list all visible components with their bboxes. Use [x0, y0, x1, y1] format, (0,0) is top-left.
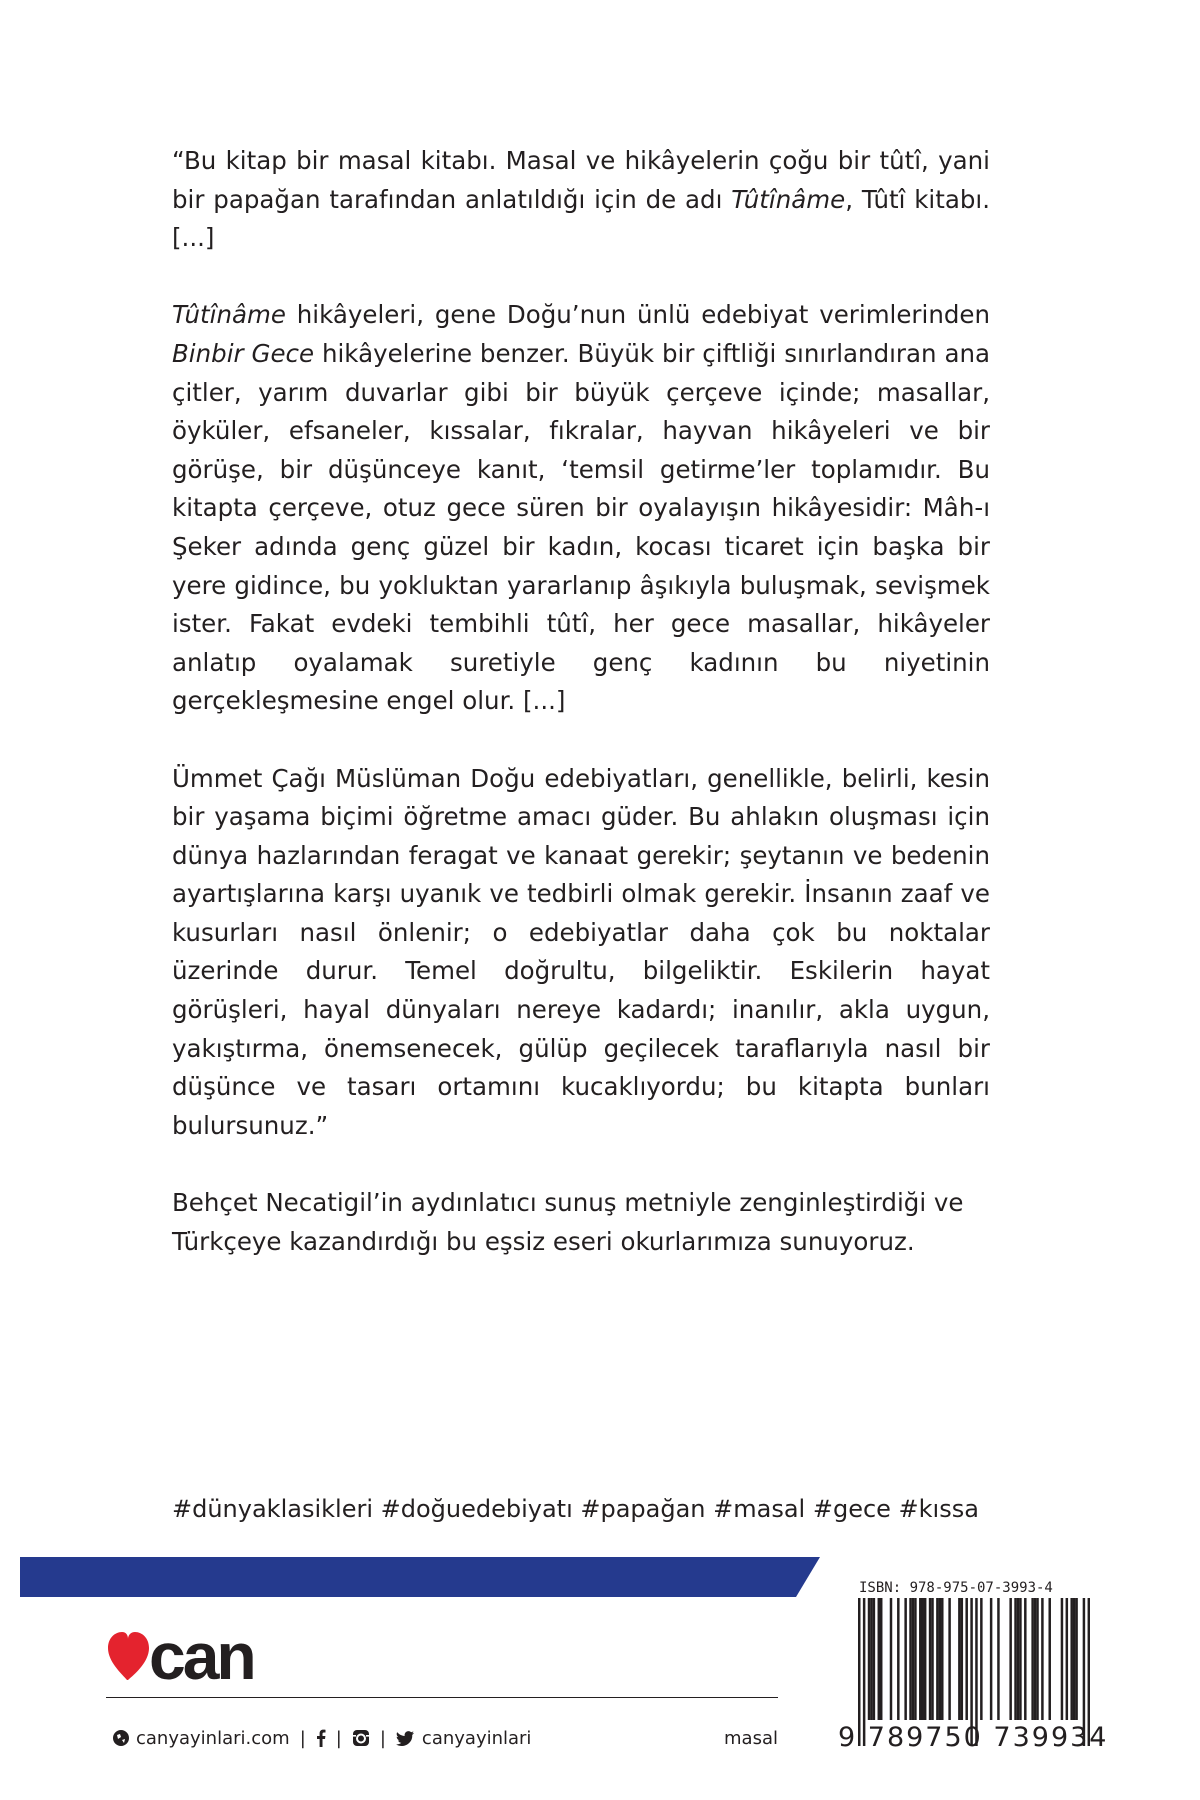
- barcode-bar: [1014, 1598, 1016, 1720]
- barcode-bar: [880, 1598, 882, 1720]
- website-link[interactable]: canyayinlari.com: [136, 1727, 290, 1749]
- footer-bar: [112, 1722, 778, 1754]
- genre-label: masal: [724, 1727, 778, 1749]
- italic-book-title: Tûtînâme: [172, 300, 286, 330]
- barcode-digits: 9 789750 739934: [838, 1722, 1109, 1753]
- barcode-bar: [1041, 1598, 1043, 1720]
- logo-wordmark: can: [149, 1628, 254, 1684]
- barcode-bar: [1073, 1598, 1075, 1720]
- barcode-bar: [1017, 1598, 1019, 1720]
- barcode-bar: [929, 1598, 931, 1720]
- text-run: hikâyelerine benzer. Büyük bir çiftliği sınırlandıran ana çitler, yarım duvarlar gibi bir büyük çerçeve içinde; masallar, öyküler, efsaneler, kıssalar, fıkralar, hayvan hikâyeleri ve bir görüşe, bir düşünceye kanıt, ‘temsil getirme’ler toplamıdır. Bu kitapta çerçeve, otuz gece süren bir oyalayışın hikâyesidir: Mâh-ı Şeker adında genç güzel bir kadın, kocası ticaret için başka bir yere gidince, bu yokluktan yararlanıp âşıkıyla buluşmak, sevişmek ister. Fakat evdeki tembihli tûtî, her gece masallar, hikâyeler anlatıp oyalamak suretiyle genç kadının bu niyetinin gerçekleşmesine engel olur. [...]: [172, 338, 990, 716]
- isbn-label: ISBN: 978-975-07-3993-4: [859, 1580, 1053, 1596]
- barcode-bar: [931, 1598, 933, 1720]
- barcode-bar: [1061, 1598, 1063, 1720]
- barcode-bar: [1024, 1598, 1026, 1720]
- barcode-bar: [1031, 1598, 1033, 1720]
- twitter-icon[interactable]: [396, 1731, 414, 1746]
- barcode-bar: [936, 1598, 938, 1720]
- text-run: Behçet Necatigil’in aydınlatıcı sunuş metniyle zenginleştirdiği ve Türkçeye kazandırdığı bu eşsiz eseri okurlarımıza sunuyoruz.: [172, 1188, 964, 1256]
- barcode-bar: [873, 1598, 875, 1720]
- barcode-bar: [1066, 1598, 1068, 1720]
- barcode-bar: [890, 1598, 892, 1720]
- paragraph-3: [172, 760, 990, 1146]
- heart-icon: [108, 1632, 149, 1680]
- barcode-bar: [939, 1598, 941, 1720]
- text-run: hikâyeleri, gene Doğu’nun ünlü edebiyat verimlerinden: [285, 300, 990, 330]
- barcode-bar: [941, 1598, 943, 1720]
- text-run: “Bu kitap bir masal kitabı. Masal ve hikâyelerin çoğu bir tûtî, yani bir papağan tarafından anlatıldığı için de adı: [172, 146, 990, 214]
- barcode-bar: [965, 1598, 967, 1720]
- hashtags: #dünyaklasikleri #doğuedebiyatı #papağan #masal #gece #kıssa: [172, 1495, 979, 1523]
- separator: |: [335, 1727, 342, 1749]
- separator: |: [299, 1727, 306, 1749]
- barcode-bar: [961, 1598, 963, 1720]
- barcode-bar: [870, 1598, 872, 1720]
- barcode-bar: [878, 1598, 880, 1720]
- facebook-icon[interactable]: [316, 1729, 326, 1747]
- barcode-bar: [1036, 1598, 1038, 1720]
- barcode-bar: [868, 1598, 870, 1720]
- italic-book-title: Binbir Gece: [172, 338, 315, 368]
- barcode-bar: [909, 1598, 911, 1720]
- barcode-bar: [1019, 1598, 1021, 1720]
- barcode-bar: [1070, 1598, 1072, 1720]
- globe-icon: [112, 1729, 130, 1747]
- barcode-bar: [1048, 1598, 1050, 1720]
- barcode-bar: [919, 1598, 921, 1720]
- back-cover-text: [172, 142, 990, 1300]
- barcode-bar: [897, 1598, 899, 1720]
- paragraph-4: [172, 1184, 990, 1261]
- barcode-bar: [914, 1598, 916, 1720]
- instagram-icon[interactable]: [352, 1729, 370, 1747]
- text-run: , Tûtî kitabı. [...]: [172, 184, 990, 253]
- barcode-bar: [924, 1598, 926, 1720]
- barcode-bar: [912, 1598, 914, 1720]
- barcode-bar: [904, 1598, 906, 1720]
- blue-band: [20, 1557, 820, 1597]
- barcode-bar: [1009, 1598, 1011, 1720]
- barcode-bar: [948, 1598, 950, 1720]
- paragraph-1: [172, 142, 990, 258]
- footer-divider: [106, 1697, 778, 1698]
- barcode-bar: [997, 1598, 999, 1720]
- paragraph-2: [172, 296, 990, 721]
- text-run: Ümmet Çağı Müslüman Doğu edebiyatları, genellikle, belirli, kesin bir yaşama biçimi öğretme amacı güder. Bu ahlakın oluşması için dünya hazlarından feragat ve kanaat gerekir; şeytanın ve bedenin ayartışlarına karşı uyanık ve tedbirli olmak gerekir. İnsanın zaaf ve kusurları nasıl önlenir; o edebiyatlar daha çok bu noktalar üzerinde durur. Temel doğrultu, bilgeliktir. Eskilerin hayat görüşleri, hayal dünyaları nereye kadardı; inanılır, akla uygun, yakıştırma, önemsenecek, gülüp geçilecek taraflarıyla nasıl bir düşünce ve tasarı ortamını kucaklıyordu; bu kitapta bunları bulursunuz.”: [172, 763, 990, 1140]
- social-handle[interactable]: canyayinlari: [421, 1727, 532, 1749]
- barcode-bar: [990, 1598, 992, 1720]
- italic-book-title: Tûtînâme: [731, 184, 846, 214]
- barcode-bar: [1075, 1598, 1077, 1720]
- barcode-bar: [958, 1598, 960, 1720]
- barcode-bar: [980, 1598, 982, 1720]
- barcode-bar: [1034, 1598, 1036, 1720]
- can-logo: [106, 1628, 306, 1684]
- barcode-bar: [921, 1598, 923, 1720]
- separator: |: [379, 1727, 386, 1749]
